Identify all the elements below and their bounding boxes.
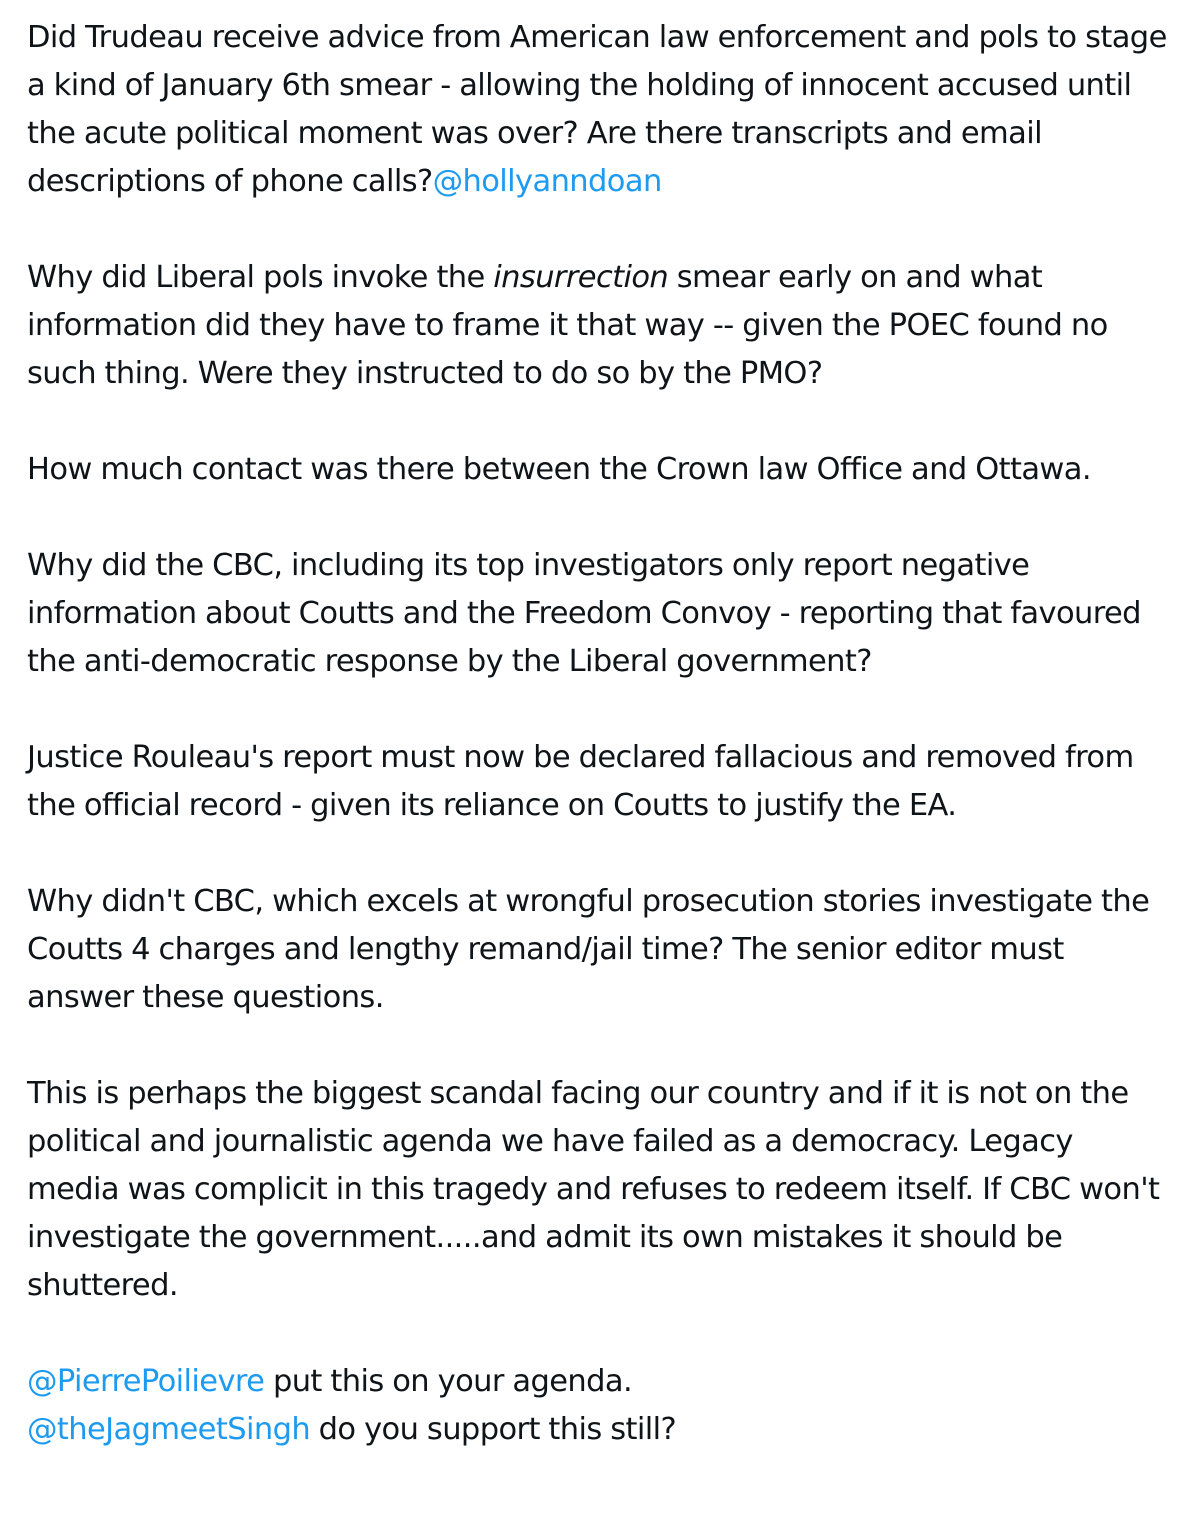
- paragraph-mentions: [27, 1358, 1172, 1454]
- paragraph-text: Why did the CBC, including its top investigators only report negative information about Coutts and the Freedom Convoy - reporting that favoured the anti-democratic response by the Liberal government?: [27, 548, 1141, 679]
- paragraph-text: Justice Rouleau's report must now be declared fallacious and removed from the official record - given its reliance on Coutts to justify the EA.: [27, 740, 1134, 823]
- paragraph-text-before: Why did Liberal pols invoke the: [27, 260, 494, 295]
- mention-hollyanndoan-link[interactable]: @hollyanndoan: [432, 164, 662, 199]
- paragraph-trudeau-advice: [27, 14, 1172, 206]
- mention-line-text: do you support this still?: [310, 1412, 677, 1447]
- mention-pierrepoilievre-link[interactable]: @PierrePoilievre: [27, 1364, 265, 1399]
- paragraph-text: Why didn't CBC, which excels at wrongful prosecution stories investigate the Coutts 4 charges and lengthy remand/jail time? The senior editor must answer these questions.: [27, 884, 1150, 1015]
- paragraph-scandal: [27, 1070, 1172, 1310]
- paragraph-text: How much contact was there between the Crown law Office and Ottawa.: [27, 452, 1091, 487]
- paragraph-cbc-prosecution: [27, 878, 1172, 1022]
- paragraph-text: This is perhaps the biggest scandal facing our country and if it is not on the political and journalistic agenda we have failed as a democracy. Legacy media was complicit in this tragedy and refuses to redeem itself. If CBC won't investigate the government.....and admit its own mistakes it should be shuttered.: [27, 1076, 1160, 1303]
- paragraph-rouleau-report: [27, 734, 1172, 830]
- italic-insurrection: insurrection: [493, 260, 669, 295]
- mention-line-1: [27, 1358, 1172, 1406]
- paragraph-text-after: smear early on and what information did they have to frame it that way -- given the POEC found no such thing. Were they instructed to do so by the PMO?: [27, 260, 1108, 391]
- paragraph-crown-law: [27, 446, 1172, 494]
- mention-line-text: put this on your agenda.: [264, 1364, 633, 1399]
- paragraph-insurrection: [27, 254, 1172, 398]
- paragraph-text: Did Trudeau receive advice from American law enforcement and pols to stage a kind of January 6th smear - allowing the holding of innocent accused until the acute political moment was over? Are there transcripts and email descriptions of phone calls?: [27, 20, 1167, 199]
- mention-thejagmeetsingh-link[interactable]: @theJagmeetSingh: [27, 1412, 311, 1447]
- paragraph-cbc-reporting: [27, 542, 1172, 686]
- mention-line-2: [27, 1406, 1172, 1454]
